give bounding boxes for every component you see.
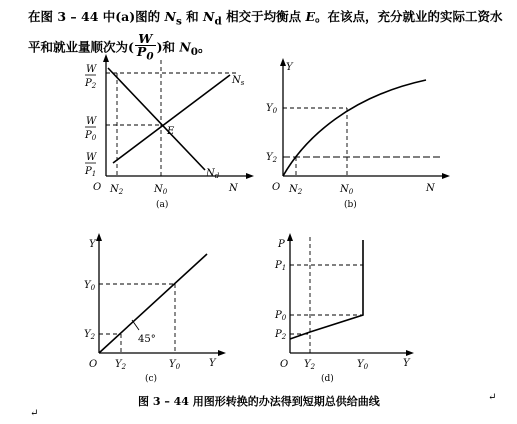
panel-b [266,62,446,210]
panel-a-p0-label: $P_0$ [85,130,97,142]
panel-a-n0-label: $N_0$ [154,184,168,196]
para-n0-sub: 0 [190,45,199,58]
panel-d-origin: O [280,359,289,370]
para-nd-sub: d [214,15,222,28]
return-mark-left: ↵ [30,408,39,419]
panel-d-x-y2-label: $Y_2$ [304,359,316,371]
para-ns-sub: s [175,15,182,28]
panel-d-label: (d) [321,374,334,384]
panel-c-y-axis-label: Y [89,239,96,250]
panel-d-x-axis-label: Y [403,358,410,369]
panel-a-nd-label: $N_d$ [206,168,220,180]
panel-b-x-axis-label: N [426,183,435,194]
panel-a [84,58,250,210]
panel-d-p0-label: $P_0$ [275,310,287,322]
panel-d-y-axis-label: P [278,239,285,250]
para-text-4: 。在该点，充分就业的实际工资水平和就业量顺次为( [28,9,503,54]
figure-caption: 图 3 – 44 用图形转换的办法得到短期总供给曲线 [138,395,380,408]
panel-c-angle-label: 45° [138,334,156,345]
panel-a-origin: O [93,182,102,193]
panel-b-n0-label: $N_0$ [340,184,354,196]
panel-c-x-y2-label: $Y_2$ [115,359,127,371]
panel-a-w-label-top: W [86,64,97,75]
panel-a-w-label-mid: W [86,116,97,127]
panel-a-p1-label: $P_1$ [85,166,97,178]
panel-c-x-y0-label: $Y_0$ [169,359,181,371]
panel-a-ns-curve [113,75,230,163]
panel-a-x-axis-label: N [229,183,238,194]
panel-b-production-curve [283,80,426,176]
panel-b-origin: O [272,182,281,193]
para-frac-num: W [135,33,156,46]
para-text-6: 。 [198,38,211,54]
para-text-2: 和 [181,9,204,24]
panel-d-p2-label: $P_2$ [275,329,287,341]
panel-b-label: (b) [344,200,357,210]
para-frac-den-sub: 0 [146,50,154,62]
panel-d-x-y0-label: $Y_0$ [357,359,369,371]
panel-c-label: (c) [145,374,158,384]
panel-b-y2-label: $Y_2$ [266,152,278,164]
para-nd: N [203,9,215,24]
panel-c-origin: O [89,359,98,370]
para-n0: N [179,38,191,54]
para-text-5: )和 [156,38,180,54]
para-text-1: 在图 3 – 44 中(a)图的 [28,9,165,24]
para-text-3: 相交于均衡点 [221,9,306,24]
panel-a-point-e: E [167,126,175,137]
panel-a-w-label-bot: W [86,152,97,163]
para-e: E [305,9,316,24]
para-ns: N [164,9,176,24]
panel-b-y0-label: $Y_0$ [266,103,278,115]
panel-a-nd-curve [108,68,205,170]
panel-d [274,237,411,384]
return-mark-right: ↵ [488,392,497,403]
panel-b-n2-label: $N_2$ [289,184,303,196]
para-frac-den-letter: P [136,43,147,59]
panel-c-x-axis-label: Y [209,358,216,369]
panel-b-y-axis-label: Y [286,62,293,73]
panel-a-n2-label: $N_2$ [110,184,124,196]
panel-a-p2-label: $P_2$ [85,78,97,90]
panel-c-angle-pointer [132,320,139,330]
panel-d-supply-curve [290,240,363,339]
panel-c-y0-label: $Y_0$ [84,280,96,292]
panel-a-ns-label: $N_s$ [232,75,245,87]
panel-a-label: (a) [156,200,169,210]
panel-c-y2-label: $Y_2$ [84,329,96,341]
panel-c [84,237,222,384]
panel-d-p1-label: $P_1$ [275,260,287,272]
